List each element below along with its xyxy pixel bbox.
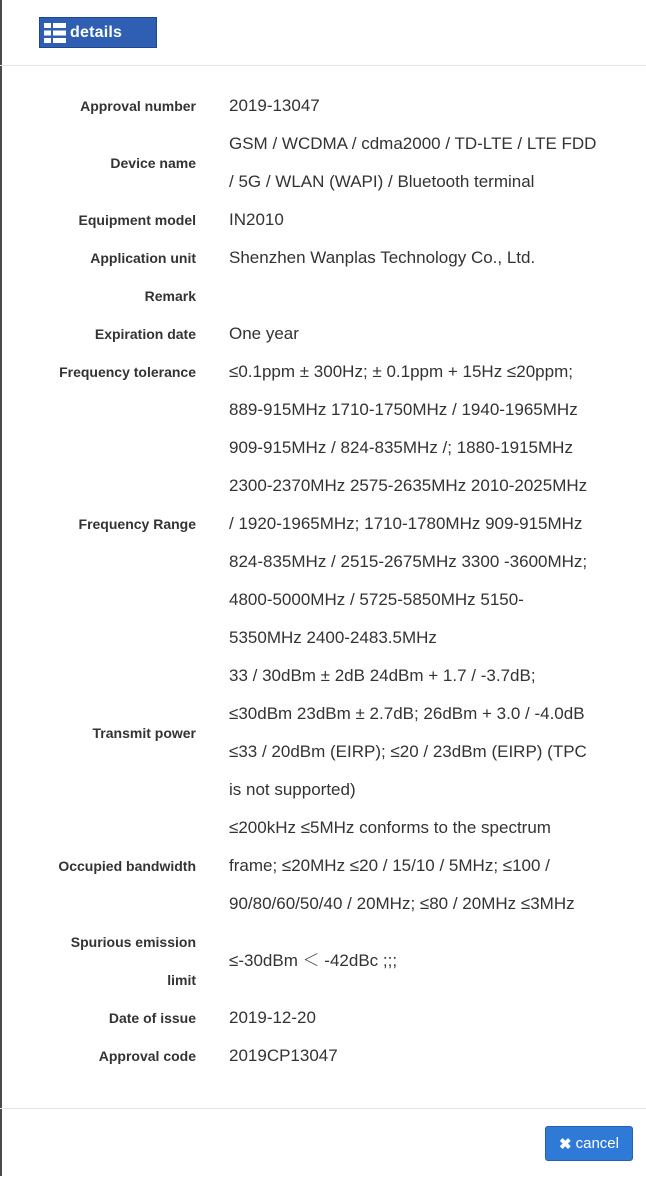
- detail-value-line: 909-915MHz / 824-835MHz /; 1880-1915MHz: [229, 438, 573, 457]
- detail-value-line: / 5G / WLAN (WAPI) / Bluetooth terminal: [229, 172, 535, 191]
- detail-value: [229, 353, 609, 391]
- detail-value-line: 2019-12-20: [229, 1008, 316, 1027]
- close-icon: ✖: [559, 1135, 572, 1153]
- detail-value: [229, 239, 609, 277]
- details-tab-label: details: [70, 23, 123, 41]
- detail-label: [0, 125, 196, 201]
- detail-label-line: Expiration date: [94, 326, 196, 342]
- detail-label-line: Frequency tolerance: [59, 364, 196, 380]
- detail-value: [229, 923, 609, 999]
- detail-value-line: ≤0.1ppm ± 300Hz; ± 0.1ppm + 15Hz ≤20ppm;: [229, 362, 573, 381]
- detail-value: [229, 277, 609, 315]
- detail-label-line: Approval number: [80, 98, 196, 114]
- detail-value-line: is not supported): [229, 780, 356, 799]
- detail-value-line: ≤30dBm 23dBm ± 2.7dB; 26dBm + 3.0 / -4.0dB: [229, 704, 585, 723]
- detail-row: [0, 125, 646, 201]
- detail-row: [0, 923, 646, 999]
- detail-value-line: frame; ≤20MHz ≤20 / 15/10 / 5MHz; ≤100 /: [229, 856, 550, 875]
- detail-value: [229, 391, 609, 657]
- detail-row: [0, 239, 646, 277]
- detail-label-line: Device name: [110, 155, 196, 171]
- detail-label: [0, 201, 196, 239]
- list-icon: [44, 22, 66, 44]
- detail-label-line: limit: [167, 972, 196, 988]
- detail-label-line: Transmit power: [92, 725, 196, 741]
- detail-value-line: ≤-30dBm ＜ -42dBc ;;;: [229, 951, 398, 970]
- detail-row: [0, 353, 646, 391]
- detail-label: [0, 277, 196, 315]
- detail-row: [0, 87, 646, 125]
- detail-value: [229, 125, 609, 201]
- dialog-footer: [0, 1108, 646, 1177]
- detail-value-line: ≤200kHz ≤5MHz conforms to the spectrum: [229, 818, 551, 837]
- details-table: [0, 87, 646, 1075]
- detail-label: [0, 809, 196, 923]
- detail-label-line: Frequency Range: [78, 516, 196, 532]
- detail-row: [0, 277, 646, 315]
- detail-value-line: 90/80/60/50/40 / 20MHz; ≤80 / 20MHz ≤3MHz: [229, 894, 575, 913]
- detail-label-line: Spurious emission: [70, 934, 196, 950]
- detail-label-line: Remark: [144, 288, 196, 304]
- detail-value: [229, 999, 609, 1037]
- detail-row: [0, 809, 646, 923]
- detail-label: [0, 315, 196, 353]
- detail-label: [0, 923, 196, 999]
- detail-value: [229, 315, 609, 353]
- detail-label: [0, 1037, 196, 1075]
- detail-label: [0, 239, 196, 277]
- detail-value-line: ≤33 / 20dBm (EIRP); ≤20 / 23dBm (EIRP) (TPC: [229, 742, 587, 761]
- detail-label-line: Occupied bandwidth: [58, 858, 196, 874]
- detail-value-line: 2019CP13047: [229, 1046, 338, 1065]
- detail-row: [0, 657, 646, 809]
- detail-label-line: Date of issue: [108, 1010, 196, 1026]
- detail-label: [0, 657, 196, 809]
- detail-row: [0, 999, 646, 1037]
- dialog-header: [0, 0, 646, 66]
- detail-row: [0, 315, 646, 353]
- details-tab[interactable]: [39, 17, 157, 48]
- detail-label: [0, 353, 196, 391]
- detail-label: [0, 391, 196, 657]
- detail-value-line: 2019-13047: [229, 96, 320, 115]
- detail-value-line: 5350MHz 2400-2483.5MHz: [229, 628, 437, 647]
- detail-value: [229, 809, 609, 923]
- detail-value-line: [229, 277, 609, 315]
- detail-row: [0, 1037, 646, 1075]
- detail-label-line: Equipment model: [78, 212, 196, 228]
- detail-value-line: One year: [229, 324, 299, 343]
- detail-value-line: 2300-2370MHz 2575-2635MHz 2010-2025MHz: [229, 476, 588, 495]
- detail-value-line: 4800-5000MHz / 5725-5850MHz 5150-: [229, 590, 524, 609]
- detail-value-line: 889-915MHz 1710-1750MHz / 1940-1965MHz: [229, 400, 578, 419]
- detail-label-line: Approval code: [98, 1048, 196, 1064]
- detail-value: [229, 201, 609, 239]
- detail-label-line: Application unit: [90, 250, 196, 266]
- cancel-button-label: cancel: [575, 1135, 619, 1152]
- detail-value-line: IN2010: [229, 210, 284, 229]
- detail-label: [0, 999, 196, 1037]
- detail-label: [0, 87, 196, 125]
- detail-value-line: GSM / WCDMA / cdma2000 / TD-LTE / LTE FDD: [229, 134, 597, 153]
- cancel-button[interactable]: [545, 1126, 633, 1161]
- detail-value-line: / 1920-1965MHz; 1710-1780MHz 909-915MHz: [229, 514, 583, 533]
- detail-row: [0, 391, 646, 657]
- detail-value: [229, 87, 609, 125]
- detail-value: [229, 657, 609, 809]
- detail-value-line: Shenzhen Wanplas Technology Co., Ltd.: [229, 248, 536, 267]
- detail-row: [0, 201, 646, 239]
- detail-value-line: 33 / 30dBm ± 2dB 24dBm + 1.7 / -3.7dB;: [229, 666, 536, 685]
- detail-value: [229, 1037, 609, 1075]
- detail-value-line: 824-835MHz / 2515-2675MHz 3300 -3600MHz;: [229, 552, 588, 571]
